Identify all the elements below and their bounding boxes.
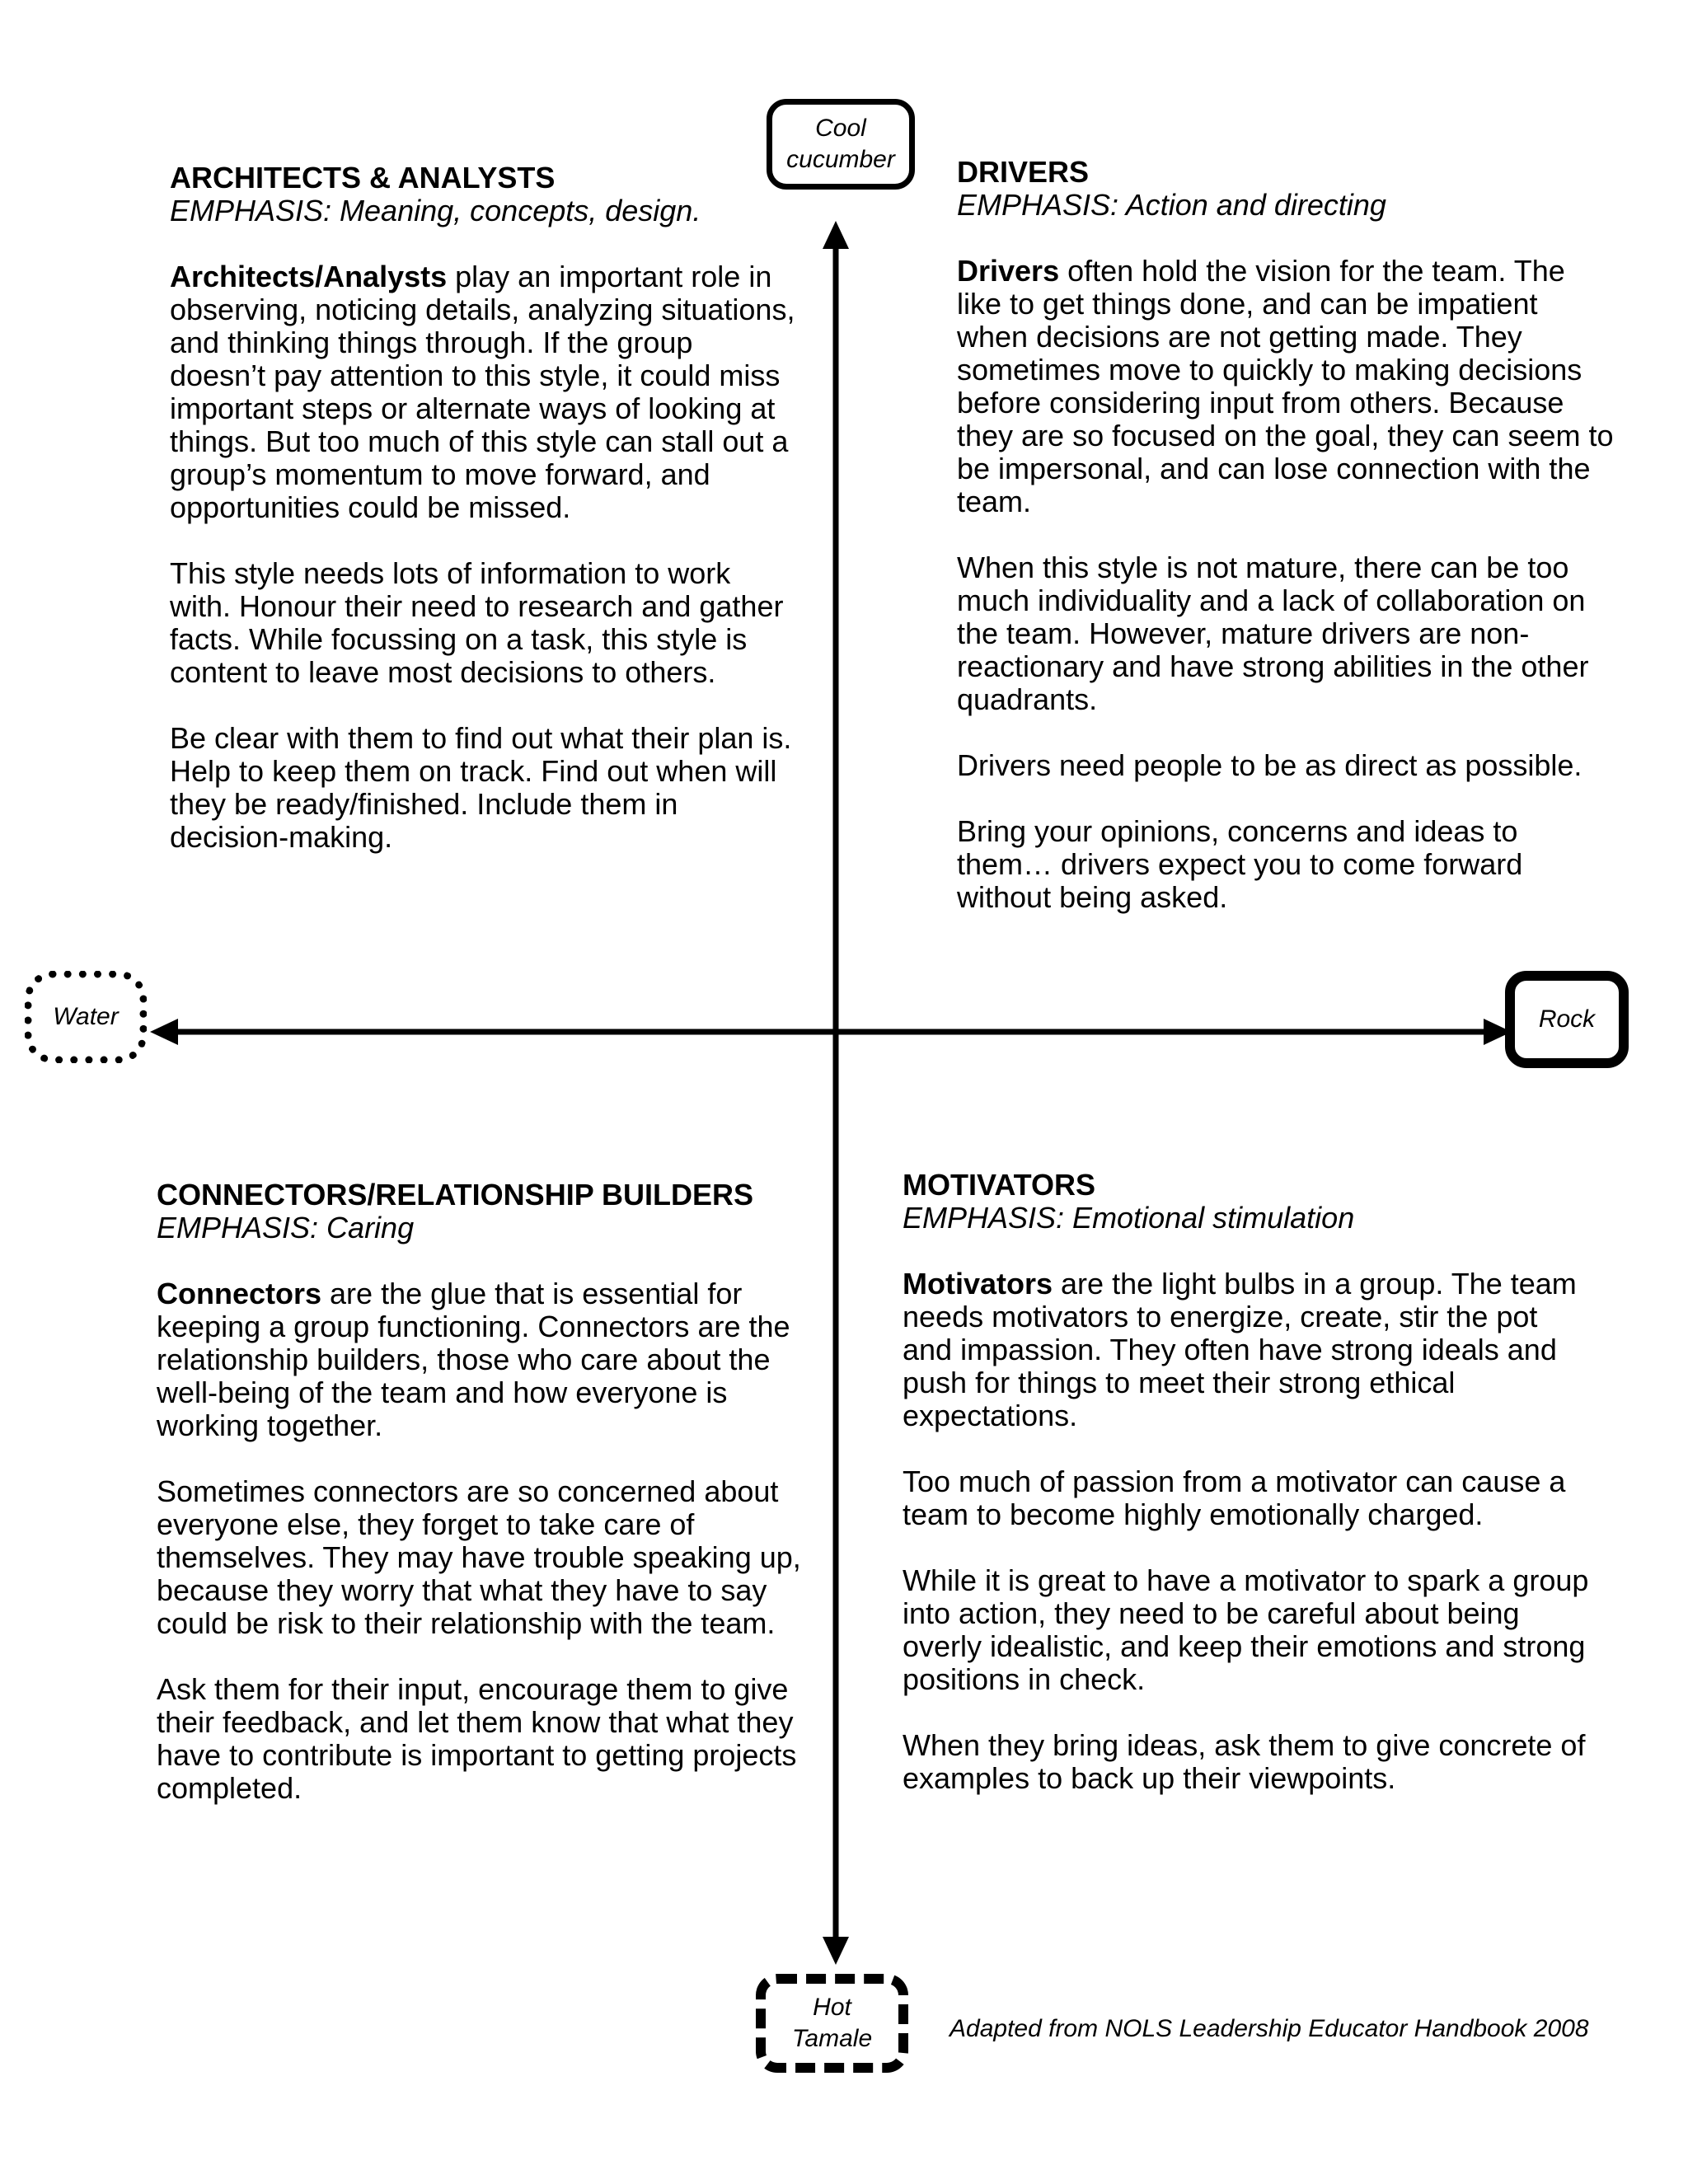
quadrant-emphasis: EMPHASIS: Emotional stimulation: [903, 1201, 1355, 1235]
paragraph-text: Bring your opinions, concerns and ideas to them… drivers expect you to come forward without being asked.: [957, 814, 1523, 914]
quadrant-paragraph: [157, 1673, 808, 1805]
paragraph-text: Too much of passion from a motivator can cause a team to become highly emotionally charged.: [903, 1465, 1566, 1531]
quadrant-paragraph: [903, 1729, 1595, 1795]
quadrant-drivers: [957, 156, 1616, 914]
quadrant-title: DRIVERS: [957, 155, 1090, 189]
paragraph-text: Be clear with them to find out what their plan is. Help to keep them on track. Find out when will they be ready/finished. Include them in decision-making.: [170, 721, 792, 854]
pole-bottom-line-1: Hot: [813, 1994, 851, 2021]
quadrant-paragraph: [957, 815, 1616, 914]
quadrant-paragraph: [170, 722, 796, 854]
quadrant-emphasis: EMPHASIS: Action and directing: [957, 188, 1386, 222]
quadrant-title: ARCHITECTS & ANALYSTS: [170, 161, 556, 194]
pole-top-line-2: cucumber: [786, 146, 895, 173]
pole-bottom-line-2: Tamale: [791, 2025, 873, 2052]
quadrant-paragraph: [170, 260, 796, 524]
paragraph-lead: Motivators: [903, 1267, 1053, 1301]
pole-rock: [1505, 971, 1629, 1068]
quadrant-paragraph: [903, 1465, 1595, 1531]
paragraph-lead: Drivers: [957, 254, 1060, 288]
pole-top-line-1: Cool: [815, 115, 866, 142]
paragraph-text: are the light bulbs in a group. The team needs motivators to energize, create, stir the pot and impassion. They often have strong ideals and push for things to meet their strong ethical expectations.: [903, 1267, 1577, 1432]
pole-left-label: Water: [53, 1003, 119, 1030]
source-credit: Adapted from NOLS Leadership Educator Handbook 2008: [950, 2015, 1589, 2042]
paragraph-text: are the glue that is essential for keeping a group functioning. Connectors are the relationship builders, those who care about the well-being of the team and how everyone is working together.: [157, 1277, 790, 1442]
pole-right-label: Rock: [1538, 1005, 1596, 1033]
quadrant-emphasis: EMPHASIS: Meaning, concepts, design.: [170, 194, 701, 227]
axis-arrow-left: [150, 1019, 178, 1045]
paragraph-text: When this style is not mature, there can be too much individuality and a lack of collaboration on the team. However, mature drivers are non-reactionary and have strong abilities in the other quadrants.: [957, 551, 1589, 716]
paragraph-text: Ask them for their input, encourage them to give their feedback, and let them know that what they have to contribute is important to getting projects completed.: [157, 1672, 797, 1805]
quadrant-title: CONNECTORS/RELATIONSHIP BUILDERS: [157, 1178, 754, 1212]
pole-hot-tamale: [756, 1974, 908, 2073]
paragraph-text: When they bring ideas, ask them to give concrete of examples to back up their viewpoints.: [903, 1728, 1586, 1795]
quadrant-connectors: [157, 1179, 808, 1805]
paragraph-text: play an important role in observing, noticing details, analyzing situations, and thinking things through. If the group doesn’t pay attention to this style, it could miss important steps or alternate ways of looking at things. But too much of this style can stall out a group’s momentum to move forward, and opportunities could be missed.: [170, 260, 795, 524]
quadrant-paragraph: [957, 255, 1616, 518]
axis-arrow-down: [823, 1937, 849, 1965]
quadrant-architects-analysts: [170, 162, 796, 854]
quadrant-paragraph: [903, 1268, 1595, 1432]
paragraph-text: Sometimes connectors are so concerned about everyone else, they forget to take care of themselves. They may have trouble speaking up, because they worry that what they have to say could be risk to their relationship with the team.: [157, 1474, 801, 1640]
quadrant-motivators: [903, 1169, 1595, 1795]
paragraph-text: Drivers need people to be as direct as possible.: [957, 748, 1582, 782]
quadrant-paragraph: [157, 1277, 808, 1442]
quadrant-paragraph: [903, 1564, 1595, 1696]
paragraph-lead: Connectors: [157, 1277, 322, 1310]
paragraph-text: While it is great to have a motivator to spark a group into action, they need to be careful about being overly idealistic, and keep their emotions and strong positions in check.: [903, 1563, 1589, 1696]
quadrant-paragraph: [957, 551, 1616, 716]
paragraph-text: This style needs lots of information to work with. Honour their need to research and gather facts. While focussing on a task, this style is content to leave most decisions to others.: [170, 556, 784, 689]
paragraph-lead: Architects/Analysts: [170, 260, 448, 293]
quadrant-title: MOTIVATORS: [903, 1168, 1095, 1202]
quadrant-paragraph: [157, 1475, 808, 1640]
quadrant-paragraph: [957, 749, 1616, 782]
axis-arrow-up: [823, 221, 849, 249]
quadrant-emphasis: EMPHASIS: Caring: [157, 1211, 415, 1244]
paragraph-text: often hold the vision for the team. The like to get things done, and can be impatient when decisions are not getting made. They sometimes move to quickly to making decisions before considering input from others. Because they are so focused on the goal, they can seem to be impersonal, and can lose connection with the team.: [957, 254, 1614, 518]
quadrant-paragraph: [170, 557, 796, 689]
pole-water: [25, 971, 147, 1063]
